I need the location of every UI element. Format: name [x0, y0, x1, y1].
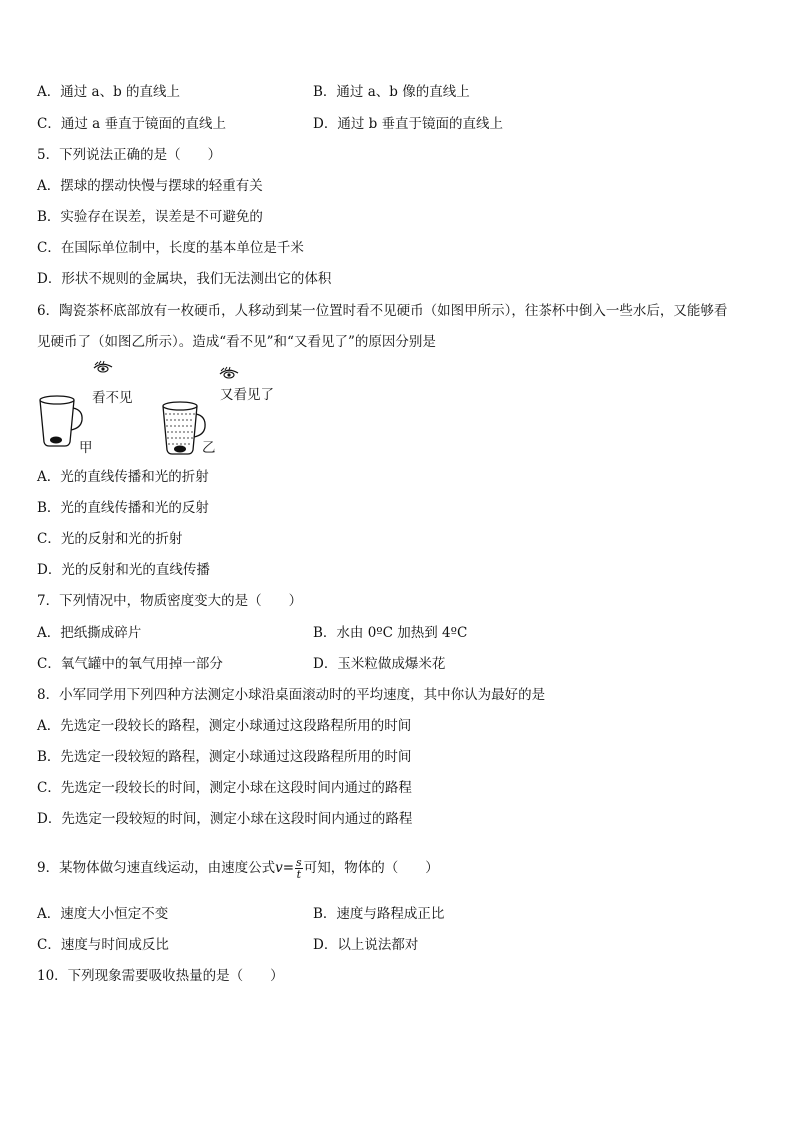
q7-option-a: A．把纸撕成碎片 [37, 625, 142, 641]
q4-option-d: D．通过 b 垂直于镜面的直线上 [313, 116, 504, 132]
q7-stem: 7．下列情况中，物质密度变大的是（ ） [37, 593, 303, 609]
formula-denominator: t [296, 868, 302, 881]
q6-option-b: B．光的直线传播和光的反射 [37, 500, 209, 516]
q9-stem [37, 857, 439, 880]
eye-icon-right [218, 367, 240, 379]
figure-label-jia: 甲 [79, 440, 93, 456]
q7-option-b: B．水由 0ºC 加热到 4ºC [313, 625, 468, 641]
figure-label-yi: 乙 [202, 440, 216, 456]
q9-option-a: A．速度大小恒定不变 [37, 906, 169, 922]
q5-option-c: C．在国际单位制中，长度的基本单位是千米 [37, 240, 304, 256]
q6-stem-line1: 6．陶瓷茶杯底部放有一枚硬币，人移动到某一位置时看不见硬币（如图甲所示），往茶杯中倒入一些水后，又能够看 [37, 303, 728, 319]
cup-yi-figure [160, 400, 206, 456]
formula-numerator: s [296, 856, 302, 869]
q7-option-d: D．玉米粒做成爆米花 [313, 656, 446, 672]
q9-option-b: B．速度与路程成正比 [313, 906, 445, 922]
figure-caption-visible-again: 又看见了 [220, 387, 274, 403]
q9-stem-pre: 9．某物体做匀速直线运动，由速度公式 [37, 860, 276, 876]
formula-lhs: v= [275, 860, 295, 876]
q8-option-b: B．先选定一段较短的路程，测定小球通过这段路程所用的时间 [37, 749, 412, 765]
q9-option-c: C．速度与时间成反比 [37, 937, 169, 953]
q5-option-b: B．实验存在误差，误差是不可避免的 [37, 209, 263, 225]
q8-option-d: D．先选定一段较短的时间，测定小球在这段时间内通过的路程 [37, 811, 413, 827]
q8-option-c: C．先选定一段较长的时间，测定小球在这段时间内通过的路程 [37, 780, 412, 796]
formula-fraction [295, 857, 303, 880]
q8-option-a: A．先选定一段较长的路程，测定小球通过这段路程所用的时间 [37, 718, 412, 734]
q4-option-a: A．通过 a、b 的直线上 [37, 84, 181, 100]
q9-stem-post: 可知，物体的（ ） [303, 860, 439, 876]
speed-formula [275, 857, 304, 880]
q6-option-d: D．光的反射和光的直线传播 [37, 562, 210, 578]
q8-stem: 8．小军同学用下列四种方法测定小球沿桌面滚动时的平均速度，其中你认为最好的是 [37, 687, 546, 703]
q7-option-c: C．氧气罐中的氧气用掉一部分 [37, 656, 223, 672]
cup-jia-figure [37, 394, 82, 448]
q5-stem: 5．下列说法正确的是（ ） [37, 147, 222, 163]
figure-caption-not-visible: 看不见 [92, 390, 133, 406]
q6-stem-line2: 见硬币了（如图乙所示）。造成“看不见”和“又看见了”的原因分别是 [37, 334, 436, 350]
q5-option-d: D．形状不规则的金属块，我们无法测出它的体积 [37, 271, 332, 287]
q6-option-c: C．光的反射和光的折射 [37, 531, 183, 547]
q4-option-c: C．通过 a 垂直于镜面的直线上 [37, 116, 226, 132]
q5-option-a: A．摆球的摆动快慢与摆球的轻重有关 [37, 178, 263, 194]
q9-option-d: D．以上说法都对 [313, 937, 419, 953]
q10-stem: 10．下列现象需要吸收热量的是（ ） [37, 968, 284, 984]
q6-option-a: A．光的直线传播和光的折射 [37, 469, 209, 485]
eye-icon-left [92, 361, 114, 373]
q4-option-b: B．通过 a、b 像的直线上 [313, 84, 470, 100]
